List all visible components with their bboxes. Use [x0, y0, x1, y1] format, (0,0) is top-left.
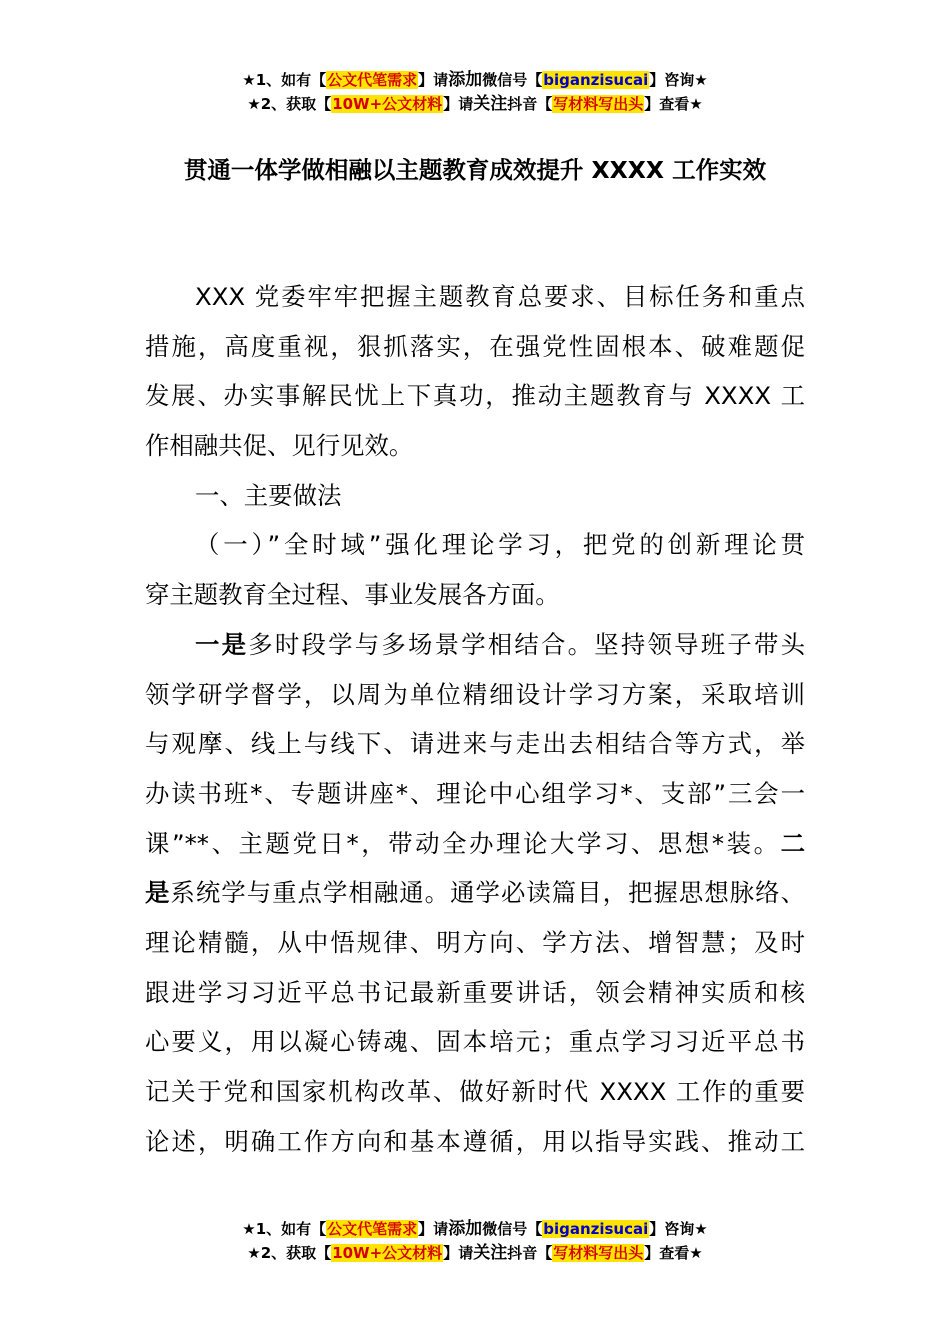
text-line: 论述，明确工作方向和基本遵循，用以指导实践、推动工: [145, 1126, 805, 1156]
text-line: 作相融共促、见行见效。: [145, 431, 414, 461]
section-heading: 一、主要做法: [195, 480, 342, 510]
banner-wechat-id: biganzisucai: [543, 71, 649, 89]
banner-highlight: 公文代笔需求: [327, 1220, 418, 1238]
subsection-heading: （一）”全时域”强化理论学习，把党的创新理论贯: [195, 530, 805, 560]
document-body: [145, 272, 805, 1166]
text-line: 一是多时段学与多场景学相结合。坚持领导班子带头: [195, 629, 805, 659]
point-marker: 二: [780, 828, 805, 858]
banner-highlight: 写材料写出头: [553, 95, 644, 113]
text-line: 是系统学与重点学相融通。通学必读篇目，把握思想脉络、: [145, 878, 805, 908]
text-line: 措施，高度重视，狠抓落实，在强党性固根本、破难题促: [145, 331, 805, 361]
document-title: 贯通一体学做相融以主题教育成效提升 XXXX 工作实效: [183, 156, 767, 184]
banner-highlight: 公文代笔需求: [327, 71, 418, 89]
text-line: 办读书班*、专题讲座*、理论中心组学习*、支部”三会一: [145, 778, 805, 808]
text-line: 跟进学习习近平总书记最新重要讲话，领会精神实质和核: [145, 977, 805, 1007]
banner-line-2: ★2、获取【10W+公文材料】请关注抖音【写材料写出头】查看★: [247, 94, 703, 114]
banner-line-2: ★2、获取【10W+公文材料】请关注抖音【写材料写出头】查看★: [247, 1243, 703, 1263]
point-marker: 是: [145, 878, 171, 908]
header-banner: [0, 68, 950, 116]
banner-line-1: ★1、如有【公文代笔需求】请添加微信号【biganzisucai】咨询★: [242, 1219, 708, 1239]
text-line: 领学研学督学，以周为单位精细设计学习方案，采取培训: [145, 679, 805, 709]
footer-banner: [0, 1217, 950, 1265]
banner-line-1: ★1、如有【公文代笔需求】请添加微信号【biganzisucai】咨询★: [242, 70, 708, 90]
text-line: 心要义，用以凝心铸魂、固本培元；重点学习习近平总书: [145, 1027, 805, 1057]
banner-highlight: 写材料写出头: [553, 1244, 644, 1262]
text-line: 穿主题教育全过程、事业发展各方面。: [145, 580, 560, 610]
banner-highlight: 10W+公文材料: [332, 1244, 443, 1262]
text-line: 与观摩、线上与线下、请进来与走出去相结合等方式，举: [145, 729, 805, 759]
banner-wechat-id: biganzisucai: [543, 1220, 649, 1238]
point-marker: 一是: [195, 629, 249, 659]
text-line: 记关于党和国家机构改革、做好新时代 XXXX 工作的重要: [145, 1077, 805, 1106]
banner-highlight: 10W+公文材料: [332, 95, 443, 113]
text-line: 发展、办实事解民忧上下真功，推动主题教育与 XXXX 工: [145, 381, 805, 411]
text-line: 理论精髓，从中悟规律、明方向、学方法、增智慧；及时: [145, 927, 805, 957]
text-line: 课”**、主题党日*，带动全办理论大学习、思想*装。二: [145, 828, 805, 858]
text-line: XXX 党委牢牢把握主题教育总要求、目标任务和重点: [195, 282, 805, 311]
